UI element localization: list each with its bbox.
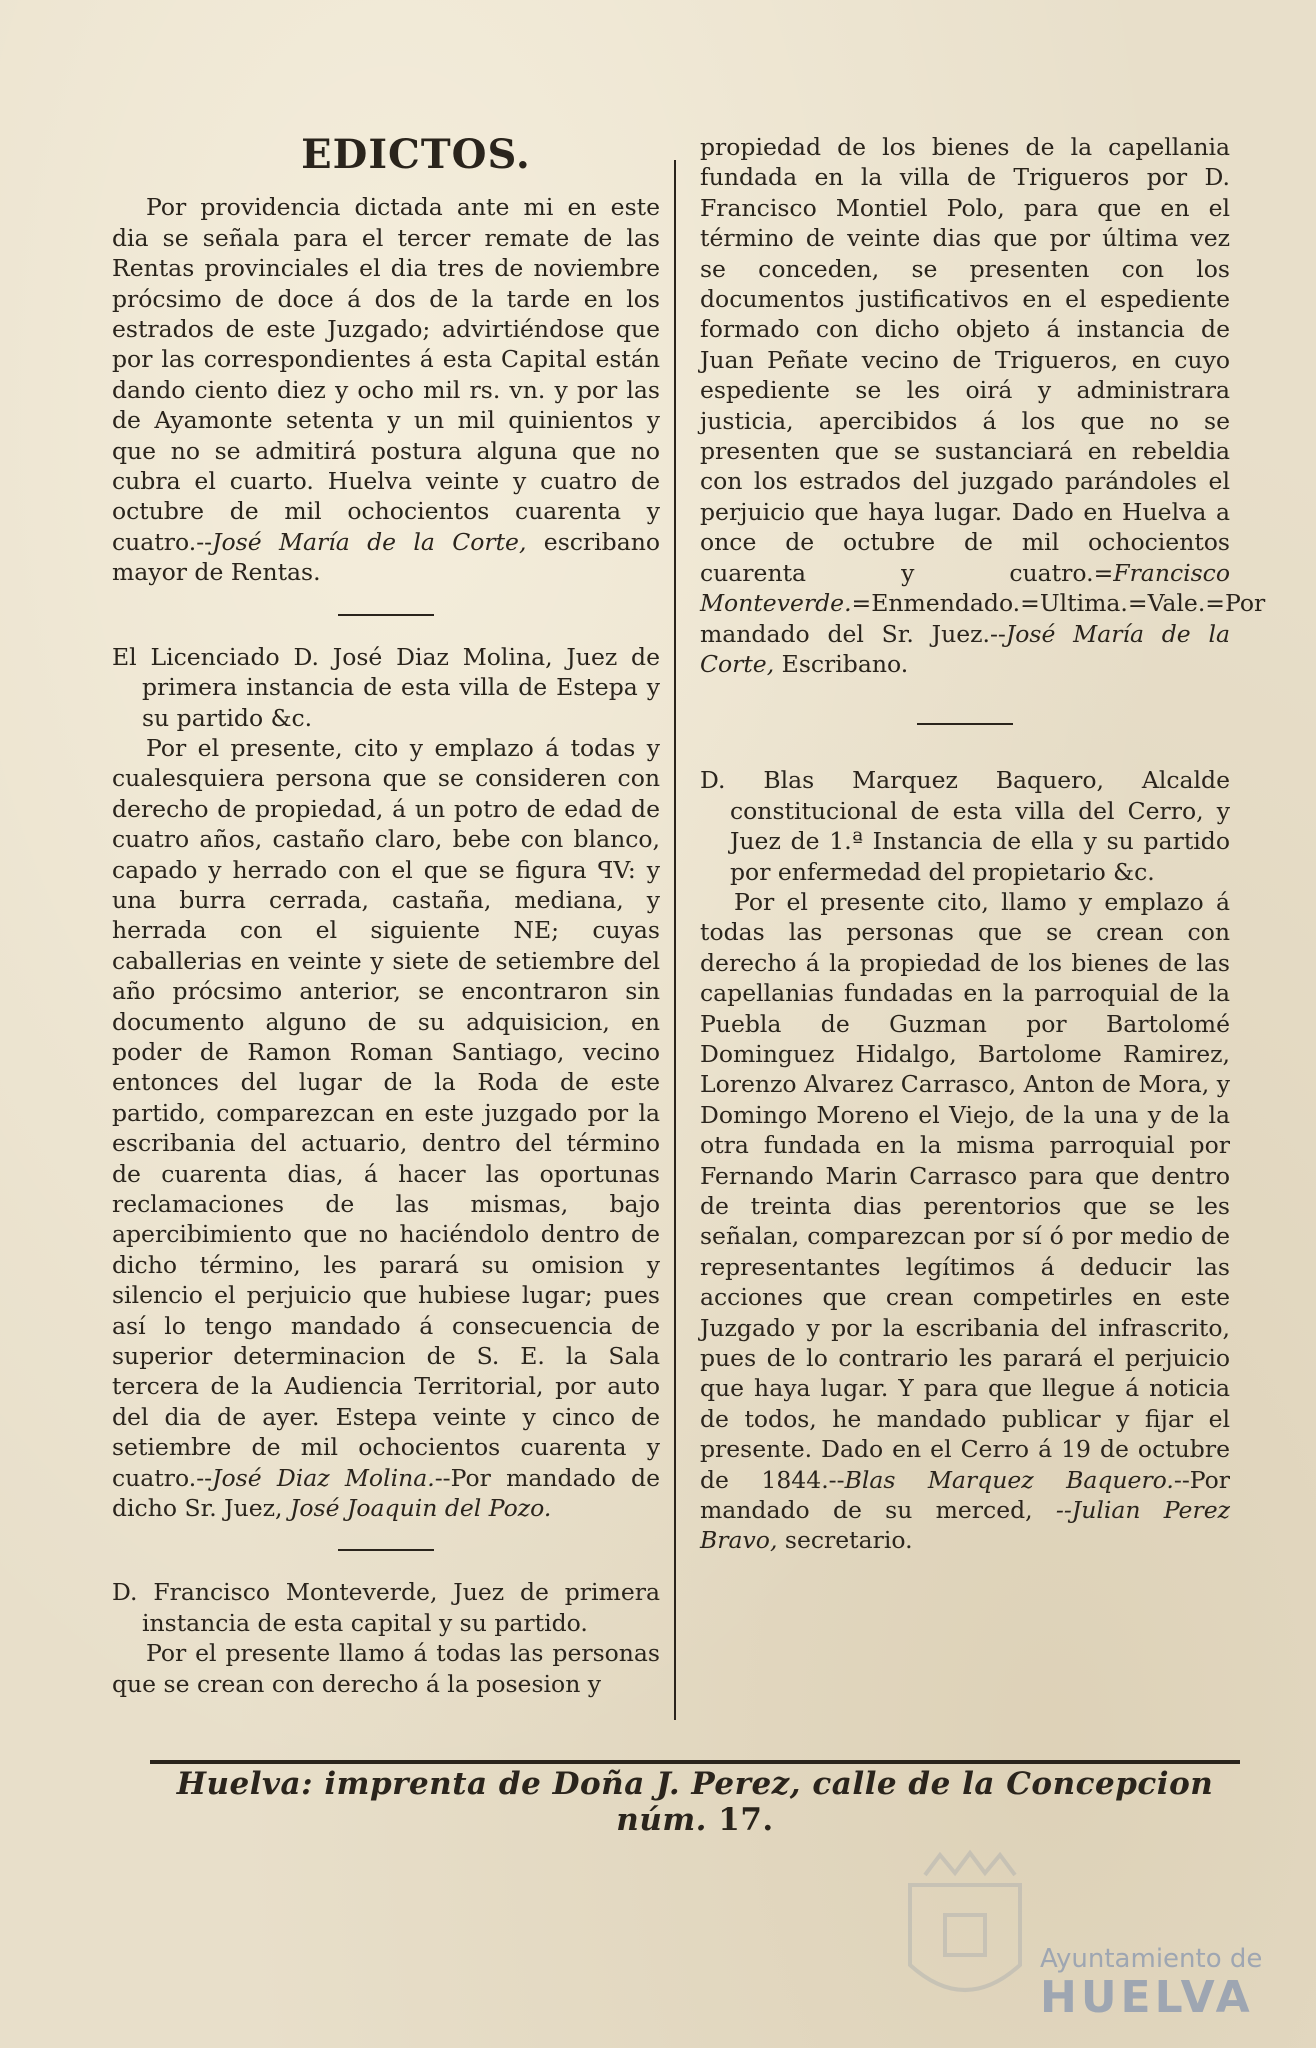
edict-4-signature-1: Blas Marquez Baquero. [844, 1465, 1174, 1494]
separator-rule [338, 1549, 434, 1551]
edict-3-heading: D. Francisco Monteverde, Juez de primera instancia de esta capital y su partido. [112, 1578, 660, 1637]
edict-2-body: Por el presente, cito y emplazo á todas y cualesquiera persona que se consideren con derecho de propiedad, á un potro de edad de cuatro años, castaño claro, bebe con blanco, capado y herrado con el que se figura ꟼV: y una burra cerrada, castaña, mediana, y herrada con el siguiente NE; cuyas caballerias en veinte y siete de setiembre del año prócsimo anterior, se encontraron sin documento alguno de su adquisicion, en poder de Ramon Roman Santiago, vecino entonces del lugar de la Roda de este partido, comparezcan en este juzgado por la escribania del actuario, dentro del término de cuarenta dias, á hacer las oportunas reclamaciones de las mismas, bajo apercibimiento que no haciéndolo dentro de dicho término, les parará su omision y silencio el perjuicio que hubiese lugar; pues así lo tengo mandado á consecuencia de superior determinacion de S. E. la Sala tercera de la Audiencia Territorial, por auto del dia de ayer. Estepa veinte y cinco de setiembre de mil ochocientos cuarenta y cuatro.-- [112, 733, 660, 1492]
edict-2-heading: El Licenciado D. José Diaz Molina, Juez de primera instancia de esta villa de Estepa y su partido &c. [112, 642, 660, 732]
edict-1-closing: escribano mayor de Rentas. [112, 527, 660, 587]
edict-1 [112, 192, 660, 587]
column-divider [674, 160, 676, 1720]
edict-4 [700, 887, 1230, 1556]
edict-2-signature-1: José Diaz Molina. [212, 1463, 435, 1492]
edict-4-signature-2: --Julian Perez Bravo, [700, 1496, 1230, 1555]
left-column [112, 131, 660, 1699]
edict-4-middle: --Por mandado de su merced, [700, 1465, 1231, 1525]
edict-3-signature-2: José María de la Corte, [700, 619, 1230, 678]
imprint [150, 1766, 1240, 1838]
watermark-line-1: Ayuntamiento de [1040, 1944, 1263, 1974]
edict-2-signature-2: José Joaquin del Pozo. [289, 1494, 552, 1523]
watermark-line-2: HUELVA [1040, 1972, 1254, 2023]
imprint-text: Huelva: imprenta de Doña J. Perez, calle de la Concepcion núm. [176, 1766, 1214, 1838]
edict-3-body: Por el presente llamo á todas las personas que se crean con derecho á la posesion y [112, 1639, 660, 1698]
separator-rule [338, 614, 434, 616]
edict-4-body: Por el presente cito, llamo y emplazo á todas las personas que se crean con derecho á la propiedad de los bienes de las capellanias fundadas en la parroquial de la Puebla de Guzman por Bartolomé Dominguez Hidalgo, Bartolome Ramirez, Lorenzo Alvarez Carrasco, Anton de Mora, y Domingo Moreno el Viejo, de la una y de la otra fundada en la misma parroquial por Fernando Marin Carrasco para que dentro de treinta dias perentorios que se les señalan, comparezcan por sí ó por medio de representantes legítimos á deducir las acciones que crean competirles en este Juzgado y por la escribania del infrascrito, pues de lo contrario les parará el perjuicio que haya lugar. Y para que llegue á noticia de todos, he mandado publicar y fijar el presente. Dado en el Cerro á 19 de octubre de 1844.-- [700, 887, 1230, 1494]
right-column [700, 132, 1266, 1556]
edict-1-body: Por providencia dictada ante mi en este dia se señala para el tercer remate de las Rentas provinciales el dia tres de noviembre prócsimo de doce á dos de la tarde en los estrados de este Juzgado; advirtiéndose que por las correspondientes á esta Capital están dando ciento diez y ocho mil rs. vn. y por las de Ayamonte setenta y un mil quinientos y que no se admitirá postura alguna que no cubra el cuarto. Huelva veinte y cuatro de octubre de mil ochocientos cuarenta y cuatro.-- [112, 193, 660, 556]
page-title: EDICTOS. [301, 131, 531, 178]
edict-1-signature: José María de la Corte, [212, 527, 527, 556]
imprint-number: 17. [718, 1802, 774, 1838]
edict-3-continuation [700, 132, 1266, 679]
imprint-rule [150, 1760, 1240, 1764]
separator-rule [917, 723, 1013, 725]
edict-2 [112, 733, 660, 1524]
edict-4-heading: D. Blas Marquez Baquero, Alcalde constitucional de esta villa del Cerro, y Juez de 1.ª Instancia de ella y su partido por enfermedad del propietario &c. [700, 766, 1230, 886]
edict-4-closing: secretario. [784, 1526, 913, 1555]
edict-3-signature-1: Francisco Monteverde. [700, 558, 1230, 618]
edict-3-cont-body: propiedad de los bienes de la capellania fundada en la villa de Trigueros por D. Francisco Montiel Polo, para que en el término de veinte dias que por última vez se conceden, se presenten con los documentos justificativos en el espediente formado con dicho objeto á instancia de Juan Peñate vecino de Trigueros, en cuyo espediente se les oirá y administrara justicia, apercibidos á los que no se presenten que se sustanciará en rebeldia con los estrados del juzgado parándoles el perjuicio que haya lugar. Dado en Huelva a once de octubre de mil ochocientos cuarenta y cuatro.= [700, 133, 1230, 587]
edict-3-closing: Escribano. [781, 649, 909, 678]
edict-2-middle: --Por mandado de dicho Sr. Juez, [112, 1463, 660, 1523]
edict-3-middle: =Enmendado.=Ultima.=Vale.=Por mandado del Sr. Juez.-- [700, 589, 1266, 648]
